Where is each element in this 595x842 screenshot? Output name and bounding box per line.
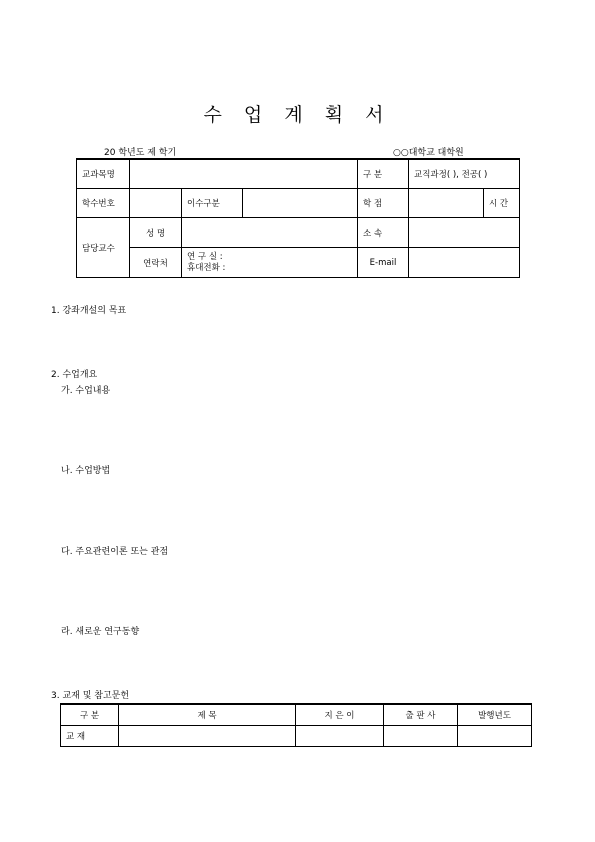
- affiliation-field[interactable]: [409, 218, 520, 248]
- ref-author-field[interactable]: [296, 726, 384, 747]
- course-name-field[interactable]: [130, 159, 358, 189]
- name-field[interactable]: [182, 218, 358, 248]
- completion-type-label: 이수구분: [182, 189, 243, 218]
- category-field[interactable]: 교직과정( ), 전공( ): [409, 159, 520, 189]
- office-label: 연 구 실 :: [187, 251, 223, 262]
- document-title: 수 업 계 획 서: [203, 104, 392, 126]
- affiliation-label: 소 속: [358, 218, 409, 248]
- reference-table: [60, 703, 532, 747]
- section-2c-heading: 다. 주요관련이론 또는 관점: [61, 547, 169, 557]
- course-name-label: 교과목명: [77, 159, 130, 189]
- hours-label: 시 간: [484, 189, 520, 218]
- ref-row-textbook-label: 교 재: [61, 726, 119, 747]
- contact-field[interactable]: [182, 248, 358, 278]
- name-label: 성 명: [130, 218, 182, 248]
- ref-year-field[interactable]: [458, 726, 532, 747]
- professor-label: 담당교수: [77, 218, 130, 278]
- credit-label: 학 점: [358, 189, 409, 218]
- university-line: ○○대학교 대학원: [393, 148, 464, 158]
- completion-type-field[interactable]: [243, 189, 358, 218]
- email-label: E-mail: [358, 248, 409, 278]
- ref-publisher-field[interactable]: [384, 726, 458, 747]
- ref-header-author: 지 은 이: [296, 704, 384, 726]
- ref-header-year: 발행년도: [458, 704, 532, 726]
- course-no-field[interactable]: [130, 189, 182, 218]
- section-2-heading: 2. 수업개요: [51, 370, 98, 380]
- section-2a-heading: 가. 수업내용: [61, 386, 111, 396]
- section-1-heading: 1. 강좌개설의 목표: [51, 306, 127, 316]
- course-no-label: 학수번호: [77, 189, 130, 218]
- semester-line: 20 학년도 제 학기: [104, 148, 177, 158]
- course-info-table: [76, 158, 520, 278]
- credit-field[interactable]: [409, 189, 484, 218]
- section-3-heading: 3. 교재 및 참고문헌: [51, 691, 130, 701]
- email-field[interactable]: [409, 248, 520, 278]
- ref-header-publisher: 출 판 사: [384, 704, 458, 726]
- contact-label: 연락처: [130, 248, 182, 278]
- ref-title-field[interactable]: [119, 726, 296, 747]
- category-label: 구 분: [358, 159, 409, 189]
- ref-header-title: 제 목: [119, 704, 296, 726]
- section-2b-heading: 나. 수업방법: [61, 466, 111, 476]
- ref-header-category: 구 분: [61, 704, 119, 726]
- mobile-label: 휴대전화 :: [187, 262, 226, 273]
- section-2d-heading: 라. 새로운 연구동향: [61, 627, 140, 637]
